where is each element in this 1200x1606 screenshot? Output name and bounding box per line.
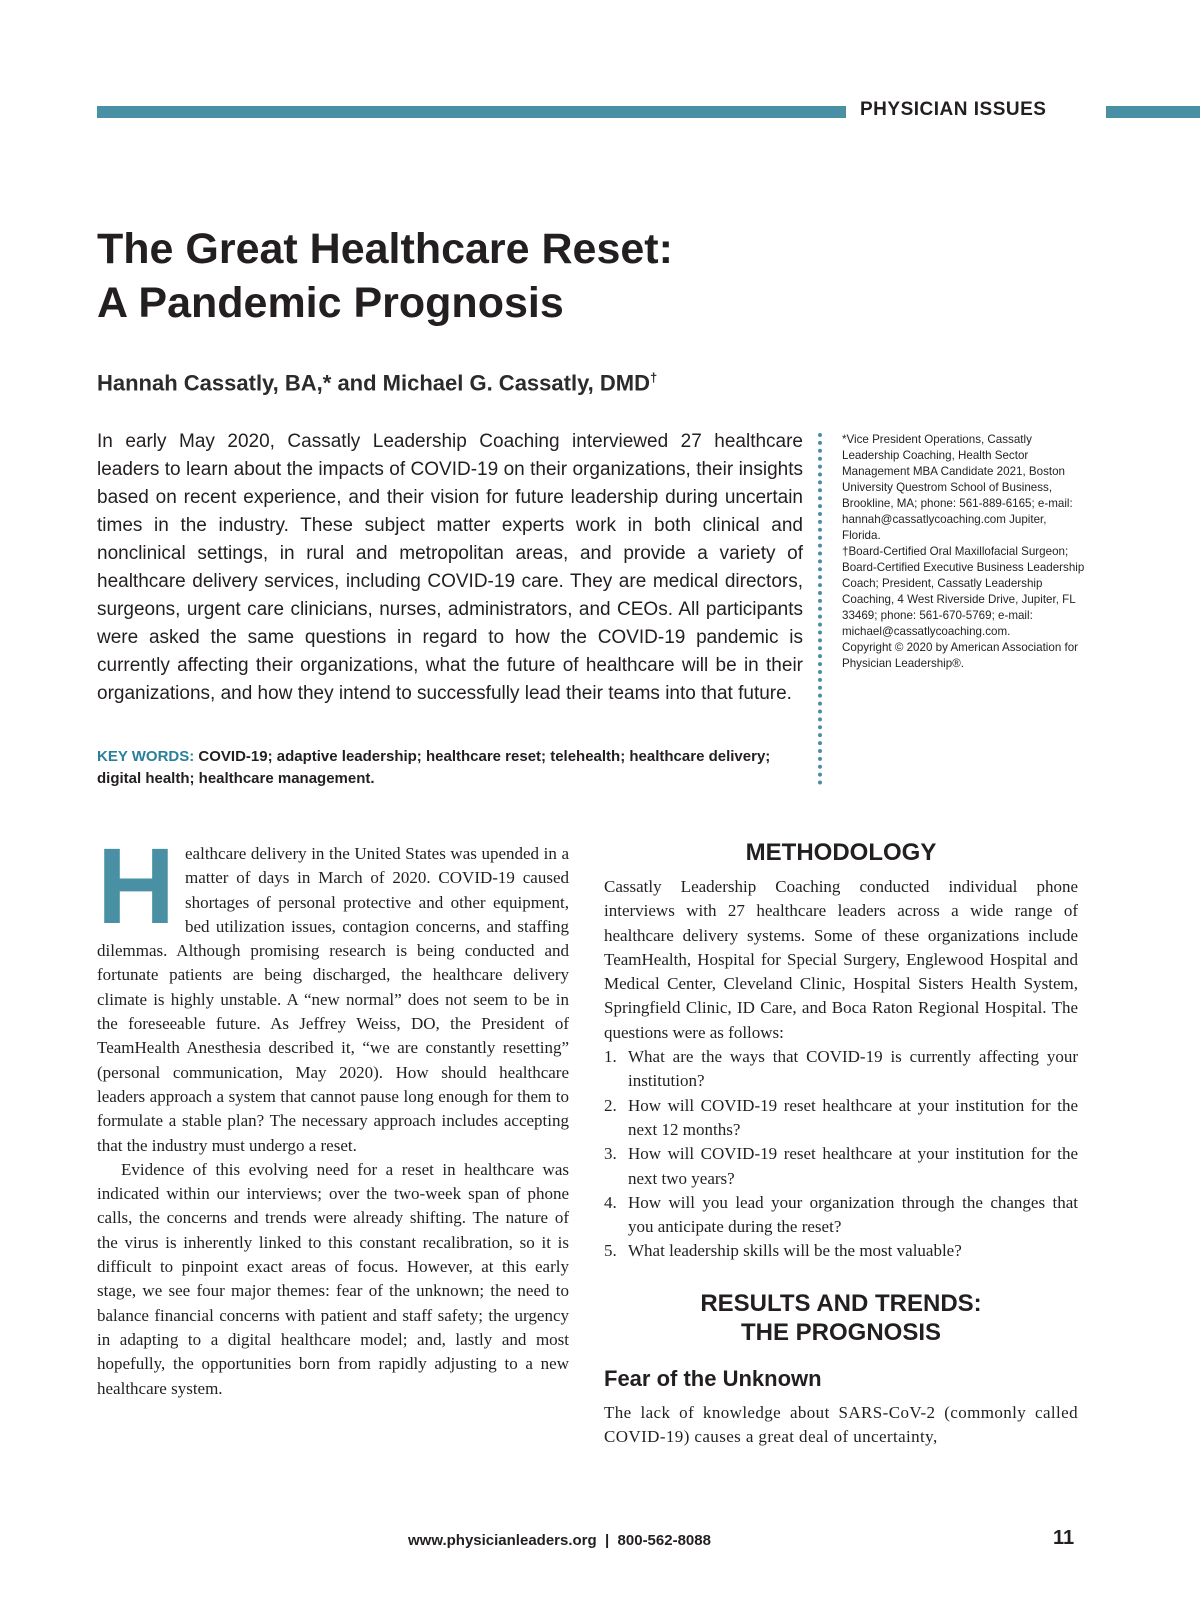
section-label: PHYSICIAN ISSUES <box>860 99 1047 120</box>
footer-website-phone: www.physicianleaders.org | 800-562-8088 <box>408 1532 711 1549</box>
fear-subheading: Fear of the Unknown <box>604 1365 822 1391</box>
drop-cap: H <box>97 825 175 946</box>
question-item <box>604 1142 1078 1191</box>
question-number: 1. <box>604 1047 617 1067</box>
keywords-label: KEY WORDS: <box>97 748 195 765</box>
keywords-list: COVID-19; adaptive leadership; healthcare reset; telehealth; healthcare delivery; digital health; healthcare management. <box>97 748 771 787</box>
question-item <box>604 1239 1078 1263</box>
title-line-1: The Great Healthcare Reset: <box>97 225 673 273</box>
article-title <box>97 222 857 330</box>
author-line <box>97 370 897 396</box>
header-accent-bar-right <box>1106 106 1200 118</box>
header-accent-bar-left <box>97 106 846 118</box>
question-number: 3. <box>604 1144 617 1164</box>
abstract: In early May 2020, Cassatly Leadership Coaching interviewed 27 healthcare leaders to learn about the impacts of COVID-19 on their organizations, their insights based on recent experience, and their vision for future leadership during uncertain times in the industry. These subject matter experts work in both clinical and nonclinical settings, in rural and metropolitan areas, and provide a variety of healthcare delivery services, including COVID-19 care. They are medical directors, surgeons, urgent care clinicians, nurses, administrators, and CEOs. All participants were asked the same questions in regard to how the COVID-19 pandemic is currently affecting their organizations, what the future of healthcare will be in their organizations, and how they intend to successfully lead their teams into that future. <box>97 431 803 704</box>
question-number: 2. <box>604 1095 617 1115</box>
results-heading-line-1: RESULTS AND TRENDS: <box>700 1289 982 1317</box>
body-paragraph-2: Evidence of this evolving need for a reset in healthcare was indicated within our interviews; over the two-week span of phone calls, the concerns and trends were already shifting. The nature of the virus is inherently linked to this constant recalibration, so it is difficult to pinpoint exact areas of focus. However, at this early stage, we see four major themes: fear of the unknown; the need to balance financial concerns with patient and staff safety; the urgency in adapting to a digital healthcare model; and, lastly and most hopefully, the opportunities born from rapidly adjusting to a new healthcare system. <box>97 1159 569 1398</box>
question-item <box>604 1045 1078 1094</box>
question-number: 4. <box>604 1192 617 1212</box>
intro-paragraph <box>97 825 569 1158</box>
question-text: How will COVID-19 reset healthcare at your institution for the next 12 months? <box>628 1095 1078 1139</box>
page-number: 11 <box>1053 1527 1075 1549</box>
keywords <box>97 746 803 790</box>
question-text: What leadership skills will be the most valuable? <box>628 1241 962 1261</box>
body-column-right <box>604 838 1078 1449</box>
author-footnote-mark: † <box>650 370 658 385</box>
dotted-divider <box>818 433 822 785</box>
question-text: How will you lead your organization through the changes that you anticipate during the reset? <box>628 1192 1078 1237</box>
copyright-notice: Copyright © 2020 by American Association for Physician Leadership®. <box>842 641 1079 670</box>
question-item <box>604 1191 1078 1240</box>
methodology-heading: METHODOLOGY <box>745 839 937 866</box>
methodology-paragraph: Cassatly Leadership Coaching conducted individual phone interviews with 27 healthcare leaders across a wide range of healthcare delivery systems. Some of these organizations include TeamHealth, Hospital for Special Surgery, Englewood Hospital and Medical Center, Cleveland Clinic, Hospital Sisters Health System, Springfield Clinic, ID Care, and Boca Raton Regional Hospital. The questions were as follows: <box>604 877 1078 1042</box>
authors-text: Hannah Cassatly, BA,* and Michael G. Cassatly, DMD <box>97 370 651 396</box>
author-affiliations <box>842 432 1087 672</box>
affiliation-first-author: *Vice President Operations, Cassatly Leadership Coaching, Health Sector Management MBA Candidate 2021, Boston University Questrom School of Business, Brookline, MA; phone: 561-889-6165; e-mail: hannah@cassatlycoaching.com Jupiter, Florida. <box>842 433 1073 542</box>
body-column-left <box>97 825 569 1401</box>
question-number: 5. <box>604 1241 617 1261</box>
results-heading-line-2: THE PROGNOSIS <box>740 1318 942 1346</box>
title-line-2: A Pandemic Prognosis <box>97 279 564 327</box>
intro-paragraph-text: ealthcare delivery in the United States was upended in a matter of days in March of 2020. COVID-19 caused shortages of personal protective and other equipment, bed utilization issues, contagion concerns, and staffing dilemmas. Although promising research is being conducted and fortunate patients are being discharged, the healthcare delivery climate is highly unstable. A “new normal” does not seem to be in the foreseeable future. As Jeffrey Weiss, DO, the President of TeamHealth Anesthesia described it, “we are constantly resetting” (personal communication, May 2020). How should healthcare leaders approach a system that cannot pause long enough for them to formulate a stable plan? The necessary approach includes accepting that the industry must undergo a reset. <box>97 844 569 1155</box>
question-text: How will COVID-19 reset healthcare at your institution for the next two years? <box>628 1144 1078 1188</box>
question-item <box>604 1094 1078 1143</box>
fear-paragraph: The lack of knowledge about SARS-CoV-2 (commonly called COVID-19) causes a great deal of uncertainty, <box>604 1402 1078 1447</box>
results-heading <box>604 1289 1078 1347</box>
affiliation-second-author: †Board-Certified Oral Maxillofacial Surgeon; Board-Certified Executive Business Leadership Coach; President, Cassatly Leadership Coaching, 4 West Riverside Drive, Jupiter, FL 33469; phone: 561-670-5769; e-mail: michael@cassatlycoaching.com. <box>842 545 1085 638</box>
question-text: What are the ways that COVID-19 is currently affecting your institution? <box>628 1047 1078 1091</box>
question-list <box>604 1045 1078 1264</box>
